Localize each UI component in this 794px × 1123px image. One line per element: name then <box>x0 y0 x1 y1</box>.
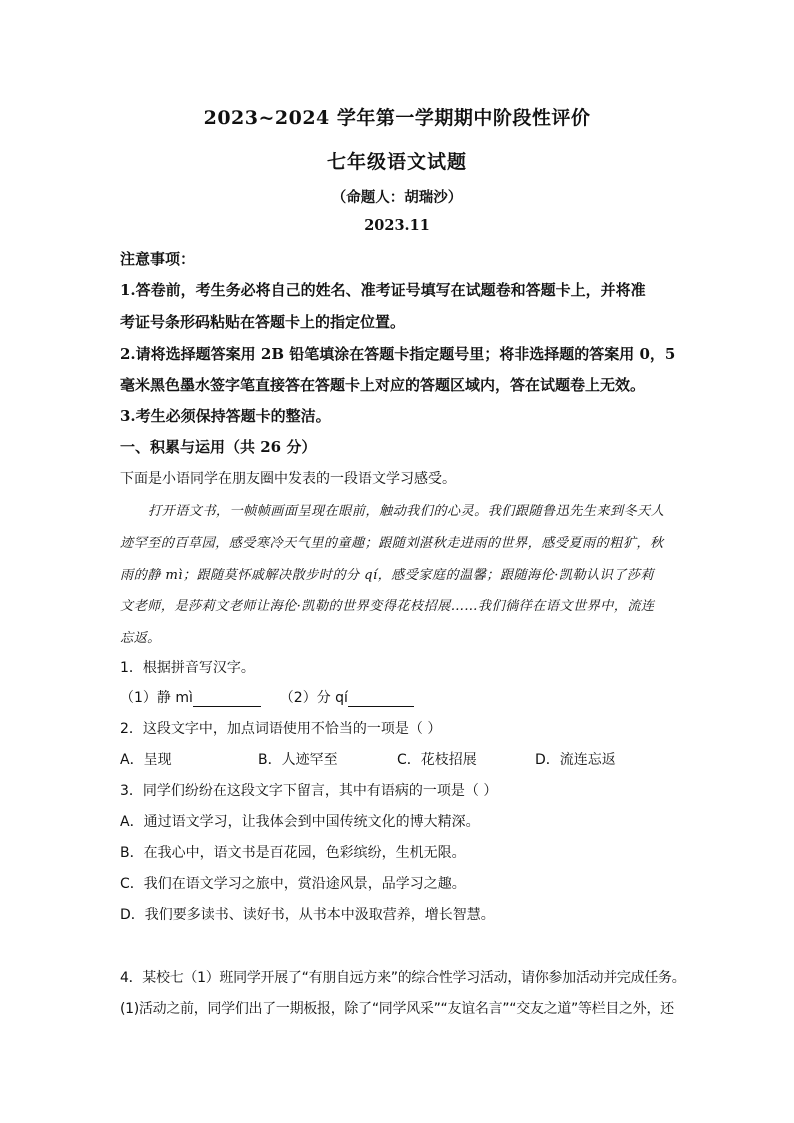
passage-line-4: 文老师，是莎莉文老师让海伦·凯勒的世界变得花枝招展……我们徜徉在语文世界中，流连 <box>120 599 655 614</box>
notes-line-3: 2.请将选择题答案用 2B 铅笔填涂在答题卡指定题号里；将非选择题的答案用 0，5 <box>120 345 676 363</box>
question-3: 3．同学们纷纷在这段文字下留言，其中有语病的一项是（ ） <box>120 783 498 799</box>
notes-line-4: 毫米黑色墨水签字笔直接答在答题卡上对应的答题区域内，答在试题卷上无效。 <box>120 376 646 394</box>
notes-line-5: 3.考生必须保持答题卡的整洁。 <box>120 407 331 425</box>
notes-line-2: 考证号条形码粘贴在答题卡上的指定位置。 <box>120 313 406 331</box>
section-heading: 一、积累与运用（共 26 分） <box>120 438 317 456</box>
passage-line-5: 忘返。 <box>120 631 161 646</box>
question-3-option-b: B．在我心中，语文书是百花园，色彩缤纷，生机无限。 <box>120 845 466 861</box>
notes-line-1: 1.答卷前，考生务必将自己的姓名、准考证号填写在试题卷和答题卡上，并将准 <box>120 281 646 299</box>
question-3-option-a: A．通过语文学习，让我体会到中国传统文化的博大精深。 <box>120 814 480 830</box>
notes-heading: 注意事项： <box>120 250 196 268</box>
exam-subtitle: 七年级语文试题 <box>326 151 467 173</box>
section-intro: 下面是小语同学在朋友圈中发表的一段语文学习感受。 <box>120 471 456 487</box>
exam-date: 2023.11 <box>364 217 430 234</box>
question-2-option-a: A．呈现 <box>120 752 172 768</box>
question-1-part-2: （2）分 qí <box>279 690 348 706</box>
passage-line-3: 雨的静 mì；跟随莫怀戚解决散步时的分 qí，感受家庭的温馨；跟随海伦·凯勒认识了莎莉 <box>120 568 654 583</box>
question-2-option-b: B．人迹罕至 <box>258 752 338 768</box>
question-2-option-c: C．花枝招展 <box>397 752 477 768</box>
question-1-part-1: （1）静 mì <box>120 690 193 706</box>
exam-author: （命题人：胡瑞沙） <box>331 189 463 206</box>
question-2: 2．这段文字中，加点词语使用不恰当的一项是（ ） <box>120 721 442 737</box>
question-1-parts <box>120 687 414 707</box>
question-4: 4．某校七（1）班同学开展了“有朋自远方来”的综合性学习活动，请你参加活动并完成任务。 <box>120 970 686 986</box>
passage-line-1: 打开语文书，一帧帧画面呈现在眼前，触动我们的心灵。我们跟随鲁迅先生来到冬天人 <box>148 504 665 519</box>
exam-title: 2023~2024 学年第一学期期中阶段性评价 <box>203 107 591 129</box>
question-1: 1．根据拼音写汉字。 <box>120 660 255 676</box>
question-3-option-d: D．我们要多读书、读好书，从书本中汲取营养，增长智慧。 <box>120 907 495 923</box>
answer-blank-1[interactable] <box>193 691 261 707</box>
answer-blank-2[interactable] <box>348 691 414 707</box>
question-3-option-c: C．我们在语文学习之旅中，赏沿途风景，品学习之趣。 <box>120 876 466 892</box>
question-2-option-d: D．流连忘返 <box>535 752 616 768</box>
passage-line-2: 迹罕至的百草园，感受寒冷天气里的童趣；跟随刘湛秋走进雨的世界，感受夏雨的粗犷，秋 <box>120 536 664 551</box>
question-4-sub-1: (1)活动之前，同学们出了一期板报，除了“同学风采”“友谊名言”“交友之道”等栏目之外，还 <box>120 1001 674 1017</box>
